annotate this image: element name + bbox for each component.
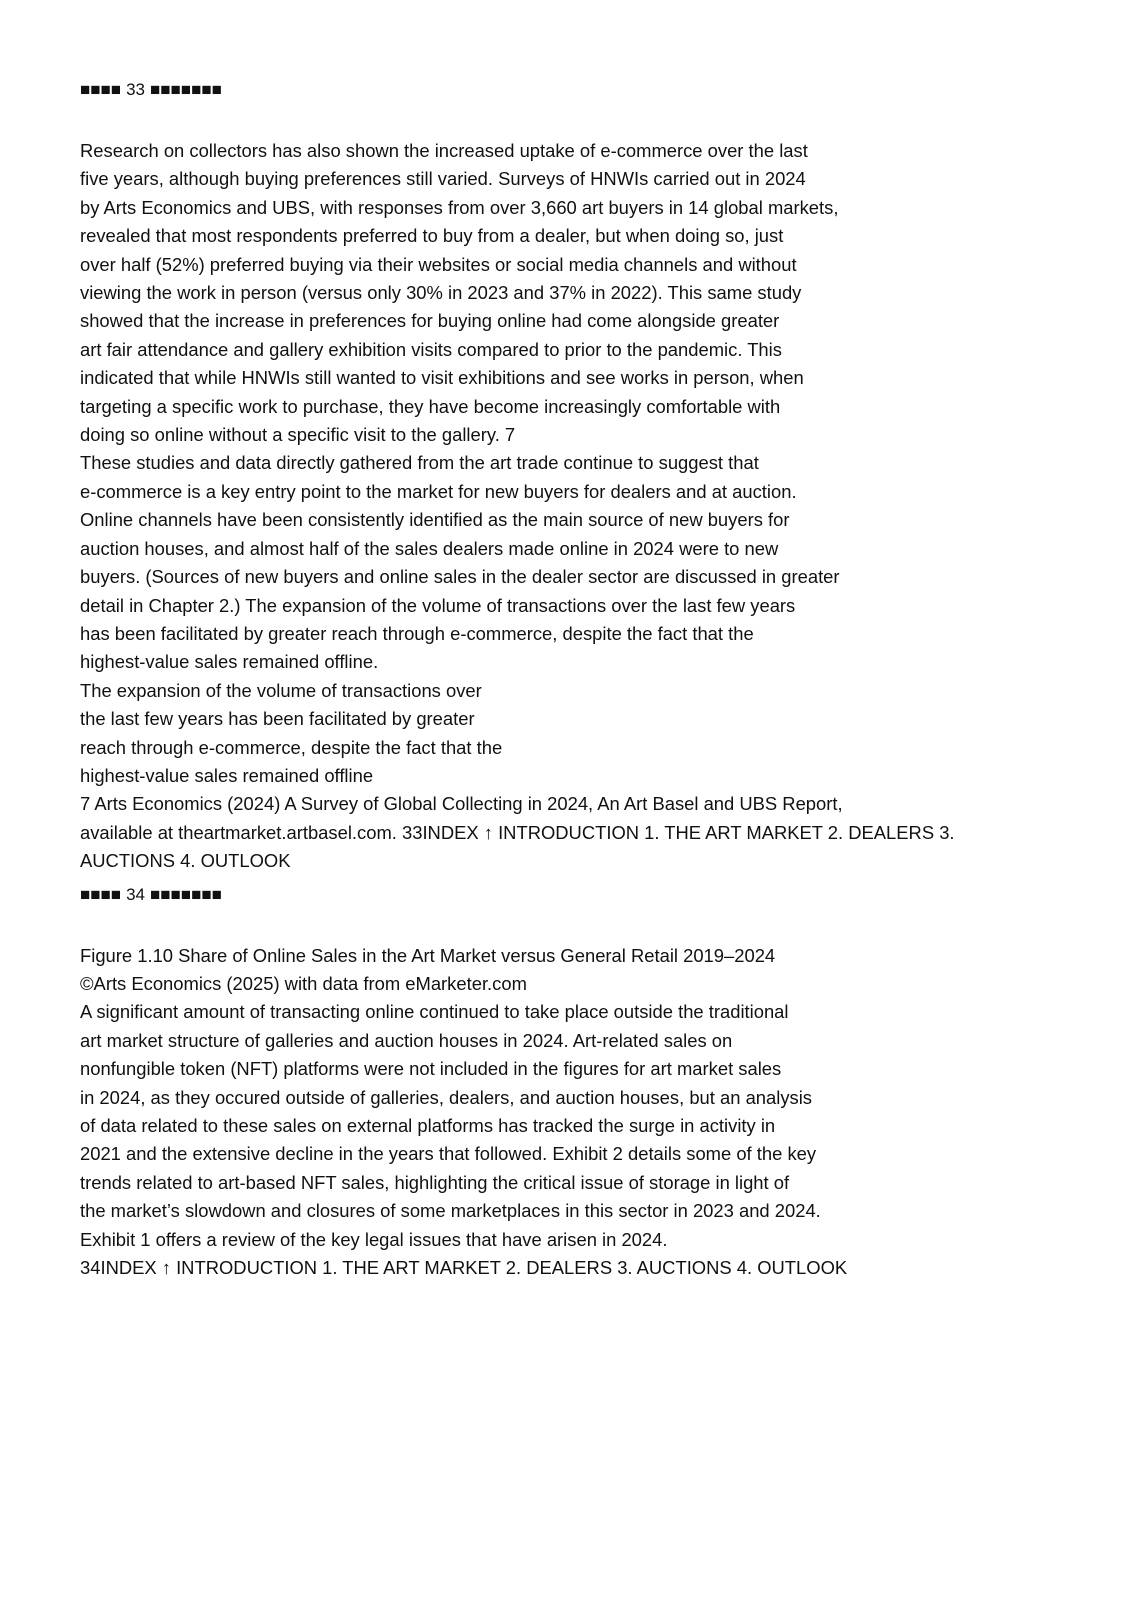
page-33-body (80, 137, 1060, 876)
text-line: revealed that most respondents preferred to buy from a dealer, but when doing so, just (80, 225, 784, 247)
page-marker-left-blocks: ■■■■ (80, 884, 122, 904)
section-gap (80, 876, 1060, 885)
text-line: has been facilitated by greater reach through e-commerce, despite the fact that the (80, 622, 754, 644)
footer-nav-line: AUCTIONS 4. OUTLOOK (80, 850, 291, 872)
text-line: 2021 and the extensive decline in the years that followed. Exhibit 2 details some of the key (80, 1143, 817, 1165)
pull-quote-line: the last few years has been facilitated by greater (80, 708, 475, 730)
text-line: highest-value sales remained offline. (80, 651, 379, 673)
text-line: nonfungible token (NFT) platforms were not included in the figures for art market sales (80, 1058, 782, 1080)
figure-credit: ©Arts Economics (2025) with data from eMarketer.com (80, 972, 527, 994)
text-line: showed that the increase in preferences for buying online had come alongside greater (80, 310, 780, 332)
text-line: viewing the work in person (versus only 30% in 2023 and 37% in 2022). This same study (80, 282, 802, 304)
pull-quote-line: reach through e-commerce, despite the fact that the (80, 736, 503, 758)
text-line: A significant amount of transacting online continued to take place outside the traditional (80, 1001, 789, 1023)
text-line: detail in Chapter 2.) The expansion of the volume of transactions over the last few years (80, 594, 796, 616)
text-line: the market’s slowdown and closures of some marketplaces in this sector in 2023 and 2024. (80, 1200, 821, 1222)
footnote-line: available at theartmarket.artbasel.com. 33INDEX ↑ INTRODUCTION 1. THE ART MARKET 2. DEALERS 3. (80, 821, 955, 843)
pull-quote-line: The expansion of the volume of transactions over (80, 679, 482, 701)
text-line: art market structure of galleries and auction houses in 2024. Art-related sales on (80, 1029, 733, 1051)
footer-nav-line: 34INDEX ↑ INTRODUCTION 1. THE ART MARKET 2. DEALERS 3. AUCTIONS 4. OUTLOOK (80, 1257, 848, 1279)
page-marker-right-blocks: ■■■■■■■ (150, 884, 222, 904)
text-line: Exhibit 1 offers a review of the key legal issues that have arisen in 2024. (80, 1228, 668, 1250)
pull-quote-line: highest-value sales remained offline (80, 764, 374, 786)
page-marker-left-blocks: ■■■■ (80, 80, 122, 99)
page-number: 34 (126, 884, 145, 904)
page-number: 33 (126, 80, 145, 99)
page-marker-right-blocks: ■■■■■■■ (150, 80, 222, 99)
text-line: Research on collectors has also shown the increased uptake of e-commerce over the last (80, 140, 808, 161)
text-line: e-commerce is a key entry point to the market for new buyers for dealers and at auction. (80, 480, 797, 502)
text-line: trends related to art-based NFT sales, highlighting the critical issue of storage in light of (80, 1171, 790, 1193)
text-line: in 2024, as they occured outside of galleries, dealers, and auction houses, but an analysis (80, 1086, 813, 1108)
footnote-line: 7 Arts Economics (2024) A Survey of Global Collecting in 2024, An Art Basel and UBS Report, (80, 793, 843, 815)
text-line: doing so online without a specific visit to the gallery. 7 (80, 424, 516, 446)
figure-caption: Figure 1.10 Share of Online Sales in the Art Market versus General Retail 2019–2024 (80, 944, 776, 966)
document-page (80, 80, 1060, 1282)
text-line: buyers. (Sources of new buyers and online sales in the dealer sector are discussed in greater (80, 566, 840, 588)
text-line: over half (52%) preferred buying via their websites or social media channels and without (80, 253, 797, 275)
text-line: five years, although buying preferences still varied. Surveys of HNWIs carried out in 2024 (80, 168, 806, 190)
text-line: targeting a specific work to purchase, they have become increasingly comfortable with (80, 395, 781, 417)
text-line: art fair attendance and gallery exhibition visits compared to prior to the pandemic. This (80, 338, 782, 360)
text-line: indicated that while HNWIs still wanted to visit exhibitions and see works in person, when (80, 367, 804, 389)
page-marker-33 (80, 80, 1060, 100)
text-line: of data related to these sales on external platforms has tracked the surge in activity in (80, 1115, 776, 1136)
text-line: Online channels have been consistently identified as the main source of new buyers for (80, 509, 790, 531)
text-line: These studies and data directly gathered from the art trade continue to suggest that (80, 452, 759, 474)
text-line: by Arts Economics and UBS, with responses from over 3,660 art buyers in 14 global markets, (80, 196, 839, 218)
page-marker-34 (80, 885, 1060, 905)
page-34-body (80, 942, 1060, 1283)
text-line: auction houses, and almost half of the sales dealers made online in 2024 were to new (80, 537, 779, 559)
